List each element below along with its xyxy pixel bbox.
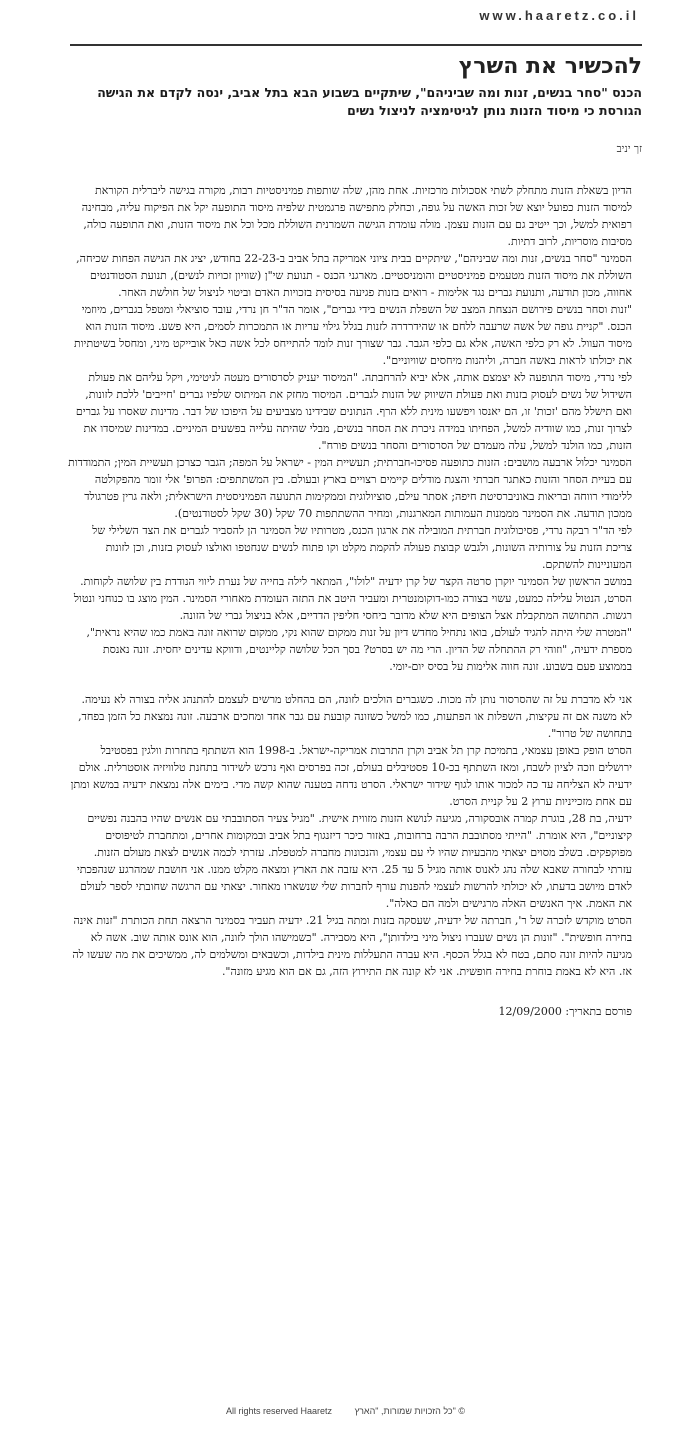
site-url[interactable]: www.haaretz.co.il — [479, 8, 639, 23]
article-paragraph: הסרט מוקדש לזכרה של ר', חברתה של ידעיה, שעסקה בזנות ומתה בגיל 21. ידעיה תעביר בסמינר הרצאה תחת הכותרת "זנות אינה בחירה חופשית". "זונות הן נשים שעברו ניצול מיני בילדותן", היא מסבירה. "כשמישהו הולך לזונה, הוא אונס אותה שוב. אשה לא מגיעה להיות זונה סתם, בטח לא בגלל הכסף. היא עברה התעללות מינית בילדות, וכשבאים ומשלמים לה, ממשיכים את מה שעשו לה אז. היא לא באמת בוחרת בחירה חופשית. אני לא קונה את התירוץ הזה, גם אם הוא מגיע מזונה". — [72, 914, 632, 978]
publish-date: פורסם בתאריך: 12/09/2000 — [498, 1005, 632, 1018]
article-paragraph: הסרט הופק באופן עצמאי, בתמיכת קרן תל אביב וקרן התרבות אמריקה-ישראל. ב-1998 הוא השתתף בתחרות וולגין בפסטיבל ירושלים וזכה לציון לשבח, ומאז השתתף בכ-10 פסטיבלים בעולם, זכה בפרסים ואף נרכש לשידור בתחנת טלוויזיה אוסטרלית. אולם ידעיה לא הצליחה עד כה למכור אותו לגוף שידור ישראלי. הסרט נדחה בטענה שהוא קשה מדי. בימים אלה נמצאת ידעיה במשא ומתן עם אחת מזכייניות ערוץ 2 על קניית הסרט. — [70, 744, 632, 808]
footer-rights-english: All rights reserved Haaretz — [226, 1406, 333, 1416]
article-body — [68, 182, 632, 980]
article-paragraph: "זנות וסחר בנשים פירושם הנצחת המצב של השפלת הנשים בידי גברים", אומר הד"ר חן נרדי, עובד סוציאלי ומטפל בגברים, מיוזמי הכנס. "קניית גופה של אשה שרעבה ללחם או שהידרדרה לזנות בגלל גילוי עריות או התמכרות לסמים, היא פשע. מיסוד הזנות הוא מיסוד העוול. לא רק כלפי האשה, אלא גם כלפי הגבר. גבר שצורך זנות לומד להתייחס לכל אשה כאל אובייקט מיני, ומחסל בשיטתיות את יכולתו לראות באשה חברה, וליהנות מיחסים שוויוניים". — [74, 303, 632, 367]
article-headline: להכשיר את השרץ — [458, 54, 642, 79]
article-paragraph: לפי נרדי, מיסוד התופעה לא יצמצם אותה, אלא יביא להרחבתה. "המיסוד יעניק לסרסורים מעטה לגיטימי, ויקל עליהם את פעולת השידול של נשים לעסוק בזנות ואת פעולת השיווק של הזנות לגברים. המיסוד מחזק את המיתוס שלפיו גברים 'חייבים' ללכת לזונות, ואם תישלל מהם 'זכות' זו, הם יאנסו ויפשעו מינית ללא הרף. הנתונים שבידינו מצביעים על היפוכו של דבר. מדינות שאסרו על גברים לצרוך זנות, כמו שוודיה למשל, הפחיתו במידה ניכרת את הסחר בנשים, מבלי שהיתה עלייה בפשעים המיניים. במדינות שמיסדו את הזנות, כמו הולנד למשל, עלה מעמדם של הסרסורים והסחר בנשים פורח". — [75, 371, 632, 452]
article-paragraph: הסמינר "סחר בנשים, זנות ומה שביניהם", שיתקיים בבית ציוני אמריקה בתל אביב ב-22-23 בחודש, יציג את הגישה הפחות שכיחה, השוללת את מיסוד הזנות מטעמים פמיניסטיים והומניסטיים. מארגני הכנס - תנועת שי"ן (שוויון זכויות לנשים), תנועת הסטודנטים אחווה, מכון תודעה, ותנועת גברים נגד אלימות - רואים בזנות פגיעה בסיסית בזכויות האדם וביטוי לניצול של חולשת האחר. — [76, 252, 632, 299]
article-subhead: הכנס "סחר בנשים, זנות ומה שביניהם", שיתקיים בשבוע הבא בתל אביב, ינסה לקדם את הגישה הגורסת כי מיסוד הזנות נותן לגיטימציה לניצול נשים — [97, 85, 642, 118]
footer-rights-hebrew: כל הזכויות שמורות, "הארץ" © — [354, 1406, 465, 1416]
article-paragraph: הסמינר יכלול ארבעה מושבים: הזנות כתופעה פסיכו-חברתית; תעשיית המין - ישראל על המפה; הגבר כצרכן תעשיית המין; התמודדות עם בעיית הסחר והזנות כאתגר חברתי והצגת מודלים קיימים רצויים בארץ ובעולם. בין המשתתפים: הפרופ' אלי זומר מהפקולטה ללימודי רווחה ובריאות באוניברסיטת חיפה; אסתר עילם, סוציולוגית וממקימות התנועה הפמיניסטית הישראלית; ולאה גרין פטרגולד ממכון תודעה. את הסמינר מממנות העמותות המארגנות, ומחיר ההשתתפות 70 שקל (30 שקל לסטודנטים). — [68, 456, 632, 520]
footer — [0, 1406, 691, 1416]
article-byline: זך יניב — [616, 143, 642, 155]
article-paragraph: הדיון בשאלת הזנות מתחלק לשתי אסכולות מרכזיות. אחת מהן, שלה שותפות פמיניסטיות רבות, מקורה בגישה ליברלית הקוראת למיסוד הזנות כפועל יוצא של זכות האשה על גופה, וכחלק מתפישה פרגמטית שלפיה מיסוד התופעה יקל את הפיקוח עליה, מבחינה רפואית למשל, וכך ייטיב גם עם הזנות עצמן. מולה עומדת הגישה השמרנית השוללת מכל וכל את מיסוד הזנות, ואת התופעה כולה, מסיבות מוסריות, לרוב דתיות. — [81, 184, 632, 248]
article-paragraph: לפי הד"ר רבקה נרדי, פסיכולוגית חברתית המובילה את ארגון הכנס, מטרותיו של הסמינר הן להסביר לגברים את הצד השלילי של צריכת הזנות על צורותיה השונות, ולגבש קבוצת פעולה להקמת מקלט וקו פתוח לנשים שנחטפו ואולצו לעסוק בזנות, וכן לזונות המעוניינות להשתקם. — [92, 524, 632, 571]
article — [52, 52, 642, 1020]
article-paragraph: ידעיה, בת 28, בוגרת קמרה אובסקורה, מגיעה לנושא הזנות מזווית אישית. "מגיל צעיר הסתובבתי עם אנשים שהיו בהבנה נפשיים קיצוניים", היא אומרת. "הייתי מסתובבת הרבה ברחובות, באזור כיכר דיזנגוף בתל אביב ובמקומות אחרים, ומתחברת לטיפוסים מפוקפקים. בשלב מסוים יצאתי מהבעיות שהיו לי עם עצמי, והנכונות מחברה למטפלת. עזרתי לכמה אנשים לצאת מעולם הזנות. עזרתי לבחורה שאבא שלה נהג לאנוס אותה מגיל 5 עד 25. היא עזבה את הארץ ומצאה מקלט ממנו. אני חושבת שמהרגע שנהפכתי לאדם מיושב בדעתו, לא יכולתי להרשות לעצמי להפנות עורף לחברות שלי שנשארו מאחור. יצאתי עם הרגשה שחובתי לספר לעולם את האמת. איך האנשים האלה מרגישים ולמה הם כאלה". — [76, 812, 632, 910]
article-paragraph: במושב הראשון של הסמינר יוקרן סרטה הקצר של קרן ידעיה "לולו", המתאר לילה בחייה של נערת ליווי הנודדת בין שלושה לקוחות. הסרט, הנטול עלילה כמעט, עשוי בצורה כמו-דוקומנטרית ומעביר היטב את התזה העומדת מאחורי הסמינר. המין מוצג בו כנוחני ונטול רגשות. התחושה המתקבלת אצל הצופים היא שלא מדובר ביחסי חליפין הדדיים, אלא בניצול גברי של הזונה. — [73, 575, 632, 622]
article-paragraph: אני לא מדברת על זה שהסרסור נותן לה מכות. כשגברים הולכים לזונה, הם בהחלט מרשים לעצמם להתנהג אליה בצורה לא נעימה. לא משנה אם זה עקיצות, השפלות או הפתעות, כמו למשל כשזונה קובעת עם גבר אחד ומחכים ארבעה. זונה נמצאת כל הזמן בפחד, בתחושה של טרור". — [78, 693, 632, 740]
header-divider — [70, 44, 642, 46]
article-paragraph: "המטרה שלי היתה להגיד לעולם, בואו נתחיל מחדש דיון על זנות ממקום שהוא נקי, ממקום שרואה זונה באמת כמו שהיא נראית", מספרת ידעיה, "וזוהי רק ההתחלה של הדיון. הרי מה יש בסרט? בסך הכל שלושה קליינטים, ודווקא עדינים יחסית. זונה נאנסת בממוצע פעם בשבוע. זונה חווה אלימות על בסיס יום-יומי. — [86, 626, 632, 673]
